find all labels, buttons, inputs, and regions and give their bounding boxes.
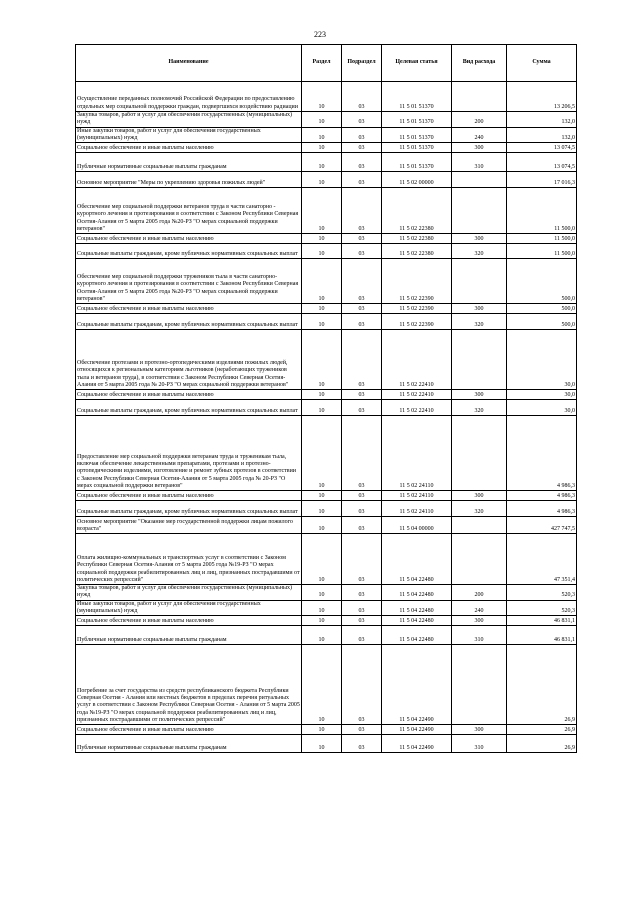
header-razdel: Раздел — [302, 45, 342, 82]
row-vid-cell: 300 — [452, 304, 507, 314]
row-celevaya-cell: 11 5 04 22490 — [382, 725, 452, 735]
row-celevaya-cell: 11 5 02 22410 — [382, 400, 452, 416]
row-podrazdel-cell: 03 — [342, 616, 382, 626]
table-row — [76, 82, 577, 112]
table-row — [76, 600, 577, 616]
row-podrazdel-cell: 03 — [342, 127, 382, 143]
row-vid-cell: 310 — [452, 153, 507, 172]
row-razdel-cell: 10 — [302, 82, 342, 112]
row-summa-cell: 132,0 — [507, 112, 577, 128]
row-summa-cell: 132,0 — [507, 127, 577, 143]
row-celevaya-cell: 11 5 01 51370 — [382, 153, 452, 172]
row-razdel-cell: 10 — [302, 501, 342, 517]
row-name-cell: Осуществление переданных полномочий Российской Федерации по предоставлению отдельных мер социальной поддержки граждан, подвергшихся воздействию радиации — [76, 82, 302, 112]
row-razdel-cell: 10 — [302, 645, 342, 725]
row-vid-cell — [452, 172, 507, 188]
table-row — [76, 501, 577, 517]
row-vid-cell — [452, 645, 507, 725]
row-vid-cell: 200 — [452, 112, 507, 128]
table-row — [76, 304, 577, 314]
row-vid-cell: 320 — [452, 400, 507, 416]
row-name-cell: Социальное обеспечение и иные выплаты населению — [76, 234, 302, 244]
table-row — [76, 127, 577, 143]
row-razdel-cell: 10 — [302, 304, 342, 314]
table-row — [76, 585, 577, 601]
row-vid-cell: 320 — [452, 244, 507, 259]
row-celevaya-cell: 11 5 02 22380 — [382, 234, 452, 244]
row-razdel-cell: 10 — [302, 616, 342, 626]
table-row — [76, 626, 577, 645]
row-name-cell: Основное мероприятие "Меры по укреплению здоровья пожилых людей" — [76, 172, 302, 188]
row-name-cell: Обеспечение протезами и протезно-ортопедическими изделиями пожилых людей, относящихся к региональным категориям льготников (неработающих тружеников тыла и ветеранов труда), в соответствии с Законом Республики Северная Осетия-Алания от 5 марта 2005 года № 20-РЗ "О мерах социальной поддержки ветеранов" — [76, 330, 302, 390]
budget-table — [75, 44, 577, 753]
table-row — [76, 735, 577, 753]
row-podrazdel-cell: 03 — [342, 390, 382, 400]
table-row — [76, 534, 577, 585]
row-razdel-cell: 10 — [302, 626, 342, 645]
table-row — [76, 725, 577, 735]
row-razdel-cell: 10 — [302, 725, 342, 735]
row-podrazdel-cell: 03 — [342, 534, 382, 585]
row-podrazdel-cell: 03 — [342, 600, 382, 616]
row-razdel-cell: 10 — [302, 735, 342, 753]
header-vid-raskhoda: Вид расхода — [452, 45, 507, 82]
row-summa-cell: 520,3 — [507, 585, 577, 601]
row-name-cell: Социальное обеспечение и иные выплаты населению — [76, 390, 302, 400]
row-vid-cell: 300 — [452, 616, 507, 626]
row-celevaya-cell: 11 5 02 22390 — [382, 304, 452, 314]
row-razdel-cell: 10 — [302, 416, 342, 491]
row-razdel-cell: 10 — [302, 330, 342, 390]
row-vid-cell: 300 — [452, 143, 507, 153]
table-row — [76, 491, 577, 501]
row-razdel-cell: 10 — [302, 517, 342, 534]
row-name-cell: Социальные выплаты гражданам, кроме публичных нормативных социальных выплат — [76, 244, 302, 259]
row-razdel-cell: 10 — [302, 600, 342, 616]
row-podrazdel-cell: 03 — [342, 491, 382, 501]
row-summa-cell: 11 500,0 — [507, 188, 577, 234]
row-celevaya-cell: 11 5 02 24110 — [382, 416, 452, 491]
row-podrazdel-cell: 03 — [342, 112, 382, 128]
row-celevaya-cell: 11 5 01 51370 — [382, 82, 452, 112]
row-celevaya-cell: 11 5 04 00000 — [382, 517, 452, 534]
row-podrazdel-cell: 03 — [342, 725, 382, 735]
header-podrazdel: Подраздел — [342, 45, 382, 82]
row-celevaya-cell: 11 5 04 22480 — [382, 534, 452, 585]
row-vid-cell: 300 — [452, 491, 507, 501]
row-name-cell: Иные закупки товаров, работ и услуг для обеспечения государственных (муниципальных) нужд — [76, 600, 302, 616]
row-name-cell: Публичные нормативные социальные выплаты гражданам — [76, 626, 302, 645]
row-razdel-cell: 10 — [302, 491, 342, 501]
row-celevaya-cell: 11 5 01 51370 — [382, 112, 452, 128]
row-name-cell: Обеспечение мер социальной поддержки ветеранов труда в части санаторно - курортного лечения и протезирования в соответствии с Законом Республики Северная Осетия-Алания от 5 марта 2005 года №20-РЗ "О мерах социальной поддержки ветеранов" — [76, 188, 302, 234]
row-summa-cell: 500,0 — [507, 259, 577, 304]
row-vid-cell: 320 — [452, 501, 507, 517]
row-razdel-cell: 10 — [302, 390, 342, 400]
table-row — [76, 259, 577, 304]
row-razdel-cell: 10 — [302, 143, 342, 153]
table-row — [76, 143, 577, 153]
row-podrazdel-cell: 03 — [342, 501, 382, 517]
row-podrazdel-cell: 03 — [342, 735, 382, 753]
row-celevaya-cell: 11 5 04 22490 — [382, 735, 452, 753]
row-vid-cell: 240 — [452, 600, 507, 616]
row-summa-cell: 427 747,5 — [507, 517, 577, 534]
row-summa-cell: 500,0 — [507, 314, 577, 330]
table-header-row — [76, 45, 577, 82]
row-celevaya-cell: 11 5 02 22390 — [382, 259, 452, 304]
row-razdel-cell: 10 — [302, 314, 342, 330]
row-summa-cell: 30,0 — [507, 390, 577, 400]
row-podrazdel-cell: 03 — [342, 143, 382, 153]
row-name-cell: Основное мероприятие "Оказание мер государственной поддержки лицам пожилого возраста" — [76, 517, 302, 534]
row-podrazdel-cell: 03 — [342, 416, 382, 491]
row-celevaya-cell: 11 5 04 22480 — [382, 626, 452, 645]
table-row — [76, 616, 577, 626]
row-name-cell: Иные закупки товаров, работ и услуг для обеспечения государственных (муниципальных) нужд — [76, 127, 302, 143]
row-podrazdel-cell: 03 — [342, 82, 382, 112]
row-razdel-cell: 10 — [302, 585, 342, 601]
table-row — [76, 390, 577, 400]
row-summa-cell: 17 016,3 — [507, 172, 577, 188]
page-number: 223 — [314, 30, 326, 39]
row-name-cell: Обеспечение мер социальной поддержки тружеников тыла в части санаторно-курортного лечения и протезирования в соответствии с Законом Республики Северная Осетия-Алания от 5 марта 2005 года №20-РЗ "О мерах социальной поддержки ветеранов" — [76, 259, 302, 304]
row-name-cell: Публичные нормативные социальные выплаты гражданам — [76, 735, 302, 753]
row-summa-cell: 4 986,3 — [507, 491, 577, 501]
row-podrazdel-cell: 03 — [342, 517, 382, 534]
row-razdel-cell: 10 — [302, 172, 342, 188]
table-row — [76, 172, 577, 188]
row-celevaya-cell: 11 5 04 22480 — [382, 600, 452, 616]
row-name-cell: Социальные выплаты гражданам, кроме публичных нормативных социальных выплат — [76, 501, 302, 517]
row-razdel-cell: 10 — [302, 234, 342, 244]
table-row — [76, 330, 577, 390]
row-razdel-cell: 10 — [302, 259, 342, 304]
row-podrazdel-cell: 03 — [342, 585, 382, 601]
table-row — [76, 314, 577, 330]
row-razdel-cell: 10 — [302, 188, 342, 234]
row-name-cell: Социальные выплаты гражданам, кроме публичных нормативных социальных выплат — [76, 400, 302, 416]
row-razdel-cell: 10 — [302, 534, 342, 585]
row-name-cell: Социальное обеспечение и иные выплаты населению — [76, 616, 302, 626]
row-vid-cell: 240 — [452, 127, 507, 143]
row-name-cell: Социальное обеспечение и иные выплаты населению — [76, 143, 302, 153]
row-celevaya-cell: 11 5 01 51370 — [382, 127, 452, 143]
row-vid-cell: 310 — [452, 626, 507, 645]
header-name: Наименование — [76, 45, 302, 82]
row-razdel-cell: 10 — [302, 153, 342, 172]
row-podrazdel-cell: 03 — [342, 153, 382, 172]
row-podrazdel-cell: 03 — [342, 400, 382, 416]
row-podrazdel-cell: 03 — [342, 314, 382, 330]
row-podrazdel-cell: 03 — [342, 304, 382, 314]
table-row — [76, 244, 577, 259]
row-celevaya-cell: 11 5 01 51370 — [382, 143, 452, 153]
row-name-cell: Закупка товаров, работ и услуг для обеспечения государственных (муниципальных) нужд — [76, 112, 302, 128]
table-row — [76, 517, 577, 534]
row-vid-cell — [452, 259, 507, 304]
row-name-cell: Закупка товаров, работ и услуг для обеспечения государственных (муниципальных) нужд — [76, 585, 302, 601]
row-summa-cell: 500,0 — [507, 304, 577, 314]
row-summa-cell: 46 831,1 — [507, 616, 577, 626]
row-summa-cell: 520,3 — [507, 600, 577, 616]
row-name-cell: Социальные выплаты гражданам, кроме публичных нормативных социальных выплат — [76, 314, 302, 330]
table-row — [76, 153, 577, 172]
row-razdel-cell: 10 — [302, 400, 342, 416]
row-celevaya-cell: 11 5 02 22380 — [382, 188, 452, 234]
row-summa-cell: 11 500,0 — [507, 234, 577, 244]
row-vid-cell — [452, 82, 507, 112]
row-celevaya-cell: 11 5 04 22490 — [382, 645, 452, 725]
row-razdel-cell: 10 — [302, 127, 342, 143]
row-vid-cell: 300 — [452, 725, 507, 735]
table-row — [76, 188, 577, 234]
row-celevaya-cell: 11 5 04 22480 — [382, 616, 452, 626]
row-vid-cell — [452, 416, 507, 491]
row-summa-cell: 26,9 — [507, 735, 577, 753]
row-summa-cell: 4 986,3 — [507, 501, 577, 517]
header-celevaya-statya: Целевая статья — [382, 45, 452, 82]
row-summa-cell: 4 986,3 — [507, 416, 577, 491]
row-summa-cell: 30,0 — [507, 330, 577, 390]
row-vid-cell: 300 — [452, 390, 507, 400]
row-summa-cell: 13 074,5 — [507, 143, 577, 153]
row-summa-cell: 13 074,5 — [507, 153, 577, 172]
table-row — [76, 234, 577, 244]
row-celevaya-cell: 11 5 02 22380 — [382, 244, 452, 259]
row-summa-cell: 13 206,5 — [507, 82, 577, 112]
row-name-cell: Предоставление мер социальной поддержки ветеранам труда и труженикам тыла, включая обеспечение лекарственными препаратами, протезами и протезно-ортопедическими изделиями, изготовление и ремонт зубных протезов в соответствии с Законом Республики Северная Осетия-Алания от 5 марта 2005 года № 20-РЗ "О мерах социальной поддержки ветеранов" — [76, 416, 302, 491]
row-celevaya-cell: 11 5 02 24110 — [382, 491, 452, 501]
row-summa-cell: 46 831,1 — [507, 626, 577, 645]
row-celevaya-cell: 11 5 02 22390 — [382, 314, 452, 330]
row-vid-cell: 200 — [452, 585, 507, 601]
row-name-cell: Оплата жилищно-коммунальных и транспортных услуг в соответствии с Законом Республики Северная Осетия-Алания от 5 марта 2005 года №19-РЗ "О мерах социальной поддержки реабилитированных лиц и лиц, признанных пострадавшими от политических репрессий" — [76, 534, 302, 585]
table-row — [76, 112, 577, 128]
row-vid-cell — [452, 330, 507, 390]
row-name-cell: Публичные нормативные социальные выплаты гражданам — [76, 153, 302, 172]
row-name-cell: Социальное обеспечение и иные выплаты населению — [76, 304, 302, 314]
row-podrazdel-cell: 03 — [342, 645, 382, 725]
row-podrazdel-cell: 03 — [342, 259, 382, 304]
row-podrazdel-cell: 03 — [342, 244, 382, 259]
row-vid-cell: 310 — [452, 735, 507, 753]
row-name-cell: Погребение за счет государства из средств республиканского бюджета Республики Северная Осетия - Алания или местных бюджетов в пределах перечня ритуальных услуг в соответствии с Законом Республики Северная Осетия - Алания от 5 марта 2005 года №19-РЗ "О мерах социальной поддержки реабилитированных лиц и лиц, признанных пострадавшими от политических репрессий" — [76, 645, 302, 725]
row-vid-cell: 320 — [452, 314, 507, 330]
row-razdel-cell: 10 — [302, 244, 342, 259]
row-name-cell: Социальное обеспечение и иные выплаты населению — [76, 491, 302, 501]
row-celevaya-cell: 11 5 04 22480 — [382, 585, 452, 601]
row-vid-cell: 300 — [452, 234, 507, 244]
row-vid-cell — [452, 534, 507, 585]
row-name-cell: Социальное обеспечение и иные выплаты населению — [76, 725, 302, 735]
row-summa-cell: 30,0 — [507, 400, 577, 416]
table-row — [76, 400, 577, 416]
row-celevaya-cell: 11 5 02 00000 — [382, 172, 452, 188]
row-summa-cell: 11 500,0 — [507, 244, 577, 259]
row-podrazdel-cell: 03 — [342, 330, 382, 390]
row-summa-cell: 26,9 — [507, 725, 577, 735]
row-celevaya-cell: 11 5 02 22410 — [382, 330, 452, 390]
row-celevaya-cell: 11 5 02 22410 — [382, 390, 452, 400]
table-row — [76, 645, 577, 725]
header-summa: Сумма — [507, 45, 577, 82]
row-podrazdel-cell: 03 — [342, 234, 382, 244]
row-podrazdel-cell: 03 — [342, 188, 382, 234]
row-podrazdel-cell: 03 — [342, 626, 382, 645]
row-podrazdel-cell: 03 — [342, 172, 382, 188]
row-vid-cell — [452, 188, 507, 234]
table-row — [76, 416, 577, 491]
row-summa-cell: 26,9 — [507, 645, 577, 725]
row-celevaya-cell: 11 5 02 24110 — [382, 501, 452, 517]
row-razdel-cell: 10 — [302, 112, 342, 128]
row-vid-cell — [452, 517, 507, 534]
row-summa-cell: 47 351,4 — [507, 534, 577, 585]
